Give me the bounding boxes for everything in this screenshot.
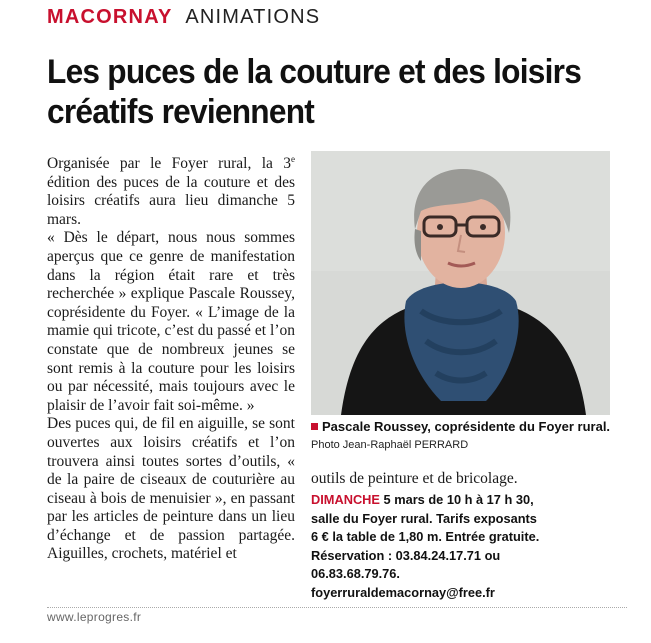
caption-name: Pascale Roussey, coprésidente du Foyer rural. — [322, 419, 611, 434]
article-headline: Les puces de la couture et des loisirs créatifs reviennent — [47, 53, 582, 131]
caption-bullet-square — [311, 423, 318, 430]
info-line-2: salle du Foyer rural. Tarifs exposants — [311, 510, 537, 526]
info-line-4: Réservation : 03.84.24.17.71 ou — [311, 547, 501, 563]
body-p1-text-a: Organisée par le Foyer rural, la 3 — [47, 155, 291, 172]
event-info-box — [311, 491, 601, 603]
info-line-5: 06.83.68.79.76. — [311, 566, 400, 582]
body-continuation: outils de peinture et de bricolage. — [311, 470, 518, 487]
portrait-illustration — [311, 151, 610, 415]
footer-site-link[interactable]: www.leprogres.fr — [47, 610, 142, 624]
footer-divider — [47, 607, 627, 608]
info-line-3: 6 € la table de 1,80 m. Entrée gratuite. — [311, 529, 540, 545]
kicker-location: MACORNAY — [47, 6, 173, 28]
portrait-photo — [311, 151, 610, 415]
kicker-section: ANIMATIONS — [185, 6, 321, 28]
body-paragraph-3: Des puces qui, de fil en aiguille, se sont ouvertes aux loisirs créatifs et l’on trouvera ainsi toutes sortes d’outils, « de la paire de ciseaux de couturière au ciseau à bois de menuisier », en passant par les articles de peinture dans un lieu d’échange et de passion partagée. Aiguilles, crochets, matériel et — [47, 415, 295, 563]
info-date-time: 5 mars de 10 h à 17 h 30, — [379, 492, 534, 507]
body-p1-superscript: e — [291, 153, 295, 164]
photo-credit: Photo Jean-Raphaël PERRARD — [311, 439, 469, 451]
body-paragraph-2: « Dès le départ, nous nous sommes aperçus que ce genre de manifestation dans la région était rare et très recherchée » explique Pascale Roussey, coprésidente du Foyer. « L’image de la mamie qui tricote, c’est du passé et l’on constate que de nombreux jeunes se sont remis à la couture pour les loisirs ou par nécessité, mais toujours avec le plaisir de l’avoir fait soi-même. » — [47, 229, 295, 414]
info-day: DIMANCHE — [311, 492, 380, 507]
article-kicker — [47, 6, 320, 29]
article-body-column — [47, 155, 295, 564]
info-email-link[interactable]: foyerruraldemacornay@free.fr — [311, 584, 495, 600]
body-p1-text-b: édition des puces de la couture et des loisirs créatifs aura lieu dimanche 5 mars. — [47, 173, 295, 228]
body-paragraph-1 — [47, 155, 295, 229]
info-line-1 — [311, 491, 601, 510]
photo-caption — [311, 418, 611, 454]
